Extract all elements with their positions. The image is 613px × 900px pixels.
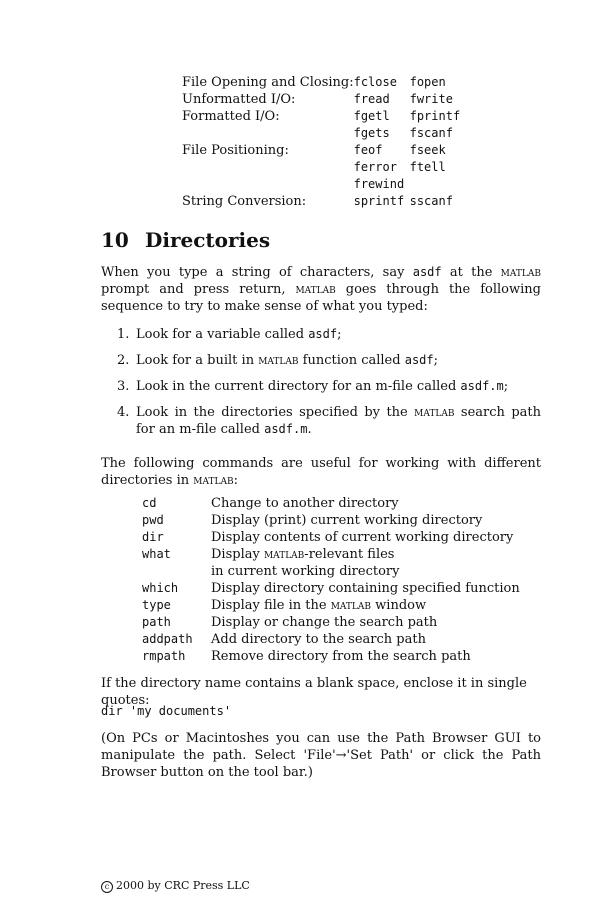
command-description [211,495,520,512]
command-description [211,580,520,597]
io-function: sprintf [353,194,405,208]
io-category [182,176,354,193]
description-text: -relevant files [304,547,395,562]
io-row [182,142,460,159]
command-description [211,563,520,580]
command-name: dir [142,530,164,544]
list-number: 4. [117,405,130,420]
description-text: Display (print) current working directory [211,513,483,528]
commands-intro-paragraph: The following commands are useful for working with different directories in matlab: [101,456,541,488]
list-item [117,326,541,343]
io-row [182,74,460,91]
io-row [182,159,460,176]
intro-paragraph: When you type a string of characters, say asdf at the matlab prompt and press return, matlab goes through the following sequence to try to make sense of what you typed: [101,265,541,314]
product-name: matlab [258,353,299,368]
command-name: addpath [142,632,193,646]
inline-code: asdf.m [264,422,308,436]
command-name: rmpath [142,649,186,663]
io-category: File Positioning: [182,143,289,158]
io-row [182,108,460,125]
footer-text: 2000 by CRC Press LLC [116,879,250,892]
io-function: fscanf [409,126,453,140]
step-text: Look for a built in [136,353,259,368]
inline-code: asdf.m [460,379,504,393]
section-title: Directories [145,228,271,252]
io-category [182,159,354,176]
directory-command-table [142,495,520,665]
footer [101,879,250,893]
table-row [142,512,520,529]
description-text: Change to another directory [211,496,399,511]
io-function: feof [353,143,383,157]
io-function: fprintf [409,109,461,123]
command-name: path [142,615,171,629]
table-row [142,631,520,648]
io-function: frewind [353,177,405,191]
command-description [211,648,520,665]
list-number: 3. [117,379,130,394]
list-number: 2. [117,353,130,368]
table-row [142,597,520,614]
description-text: Display [211,547,264,562]
blank-space-paragraph: If the directory name contains a blank space, enclose it in single quotes: [101,676,527,708]
steps-list [117,326,541,447]
io-function: sscanf [409,194,453,208]
command-description [211,512,520,529]
command-description [211,546,520,563]
io-function: fopen [409,75,446,89]
step-text: function called [298,353,405,368]
step-text: ; [503,379,509,394]
product-name: matlab [263,547,305,562]
step-text: search path for an m-file called [136,405,541,437]
description-text: Display file in the [211,598,331,613]
description-text: Remove directory from the search path [211,649,471,664]
io-row [182,193,460,210]
inline-code: asdf [404,353,434,367]
description-text: Display or change the search path [211,615,438,630]
io-function: fread [353,92,390,106]
io-category: String Conversion: [182,194,307,209]
table-row [142,546,520,563]
command-name: pwd [142,513,164,527]
table-row [142,580,520,597]
command-name [142,563,211,580]
io-category: Unformatted I/O: [182,92,296,107]
command-description [211,597,520,614]
list-item [117,352,541,369]
table-row [142,563,520,580]
io-function: ferror [353,160,397,174]
io-row [182,125,460,142]
table-row [142,614,520,631]
io-row [182,91,460,108]
command-description [211,529,520,546]
description-text: in current working directory [211,564,400,579]
table-row [142,529,520,546]
copyright-icon: c [101,881,113,893]
table-row [142,495,520,512]
command-name: cd [142,496,157,510]
io-function: ftell [409,160,446,174]
command-name: which [142,581,179,595]
io-row [182,176,460,193]
io-function: fgetl [353,109,390,123]
inline-code: asdf [308,327,338,341]
io-function-table [182,74,460,210]
step-text: Look for a variable called [136,327,309,342]
product-name: matlab [414,405,455,420]
code-example: dir 'my documents' [101,704,232,718]
io-function [410,176,461,193]
path-browser-paragraph: (On PCs or Macintoshes you can use the Path Browser GUI to manipulate the path. Select 'File'→'Set Path' or click the Path Browser button on the tool bar.) [101,731,541,780]
step-text: . [307,422,312,437]
command-name: type [142,598,171,612]
list-item [117,404,541,438]
step-text: Look in the directories specified by the [136,405,415,420]
io-category: Formatted I/O: [182,109,280,124]
step-text: Look in the current directory for an m-file called [136,379,461,394]
step-text: ; [433,353,439,368]
command-description [211,631,520,648]
command-description [211,614,520,631]
description-text: Add directory to the search path [211,632,426,647]
io-category: File Opening and Closing: [182,75,354,90]
section-heading [101,228,270,252]
inline-code: asdf [412,265,442,279]
io-function: fseek [409,143,446,157]
product-name: matlab [330,598,372,613]
io-function: fgets [353,126,390,140]
step-text: ; [337,327,342,342]
io-category [182,125,354,142]
description-text: window [371,598,427,613]
io-function: fwrite [409,92,453,106]
list-number: 1. [117,327,130,342]
description-text: Display contents of current working directory [211,530,514,545]
command-name: what [142,547,171,561]
table-row [142,648,520,665]
list-item [117,378,541,395]
io-function: fclose [353,75,397,89]
section-number: 10 [101,228,129,252]
description-text: Display directory containing specified function [211,581,520,596]
